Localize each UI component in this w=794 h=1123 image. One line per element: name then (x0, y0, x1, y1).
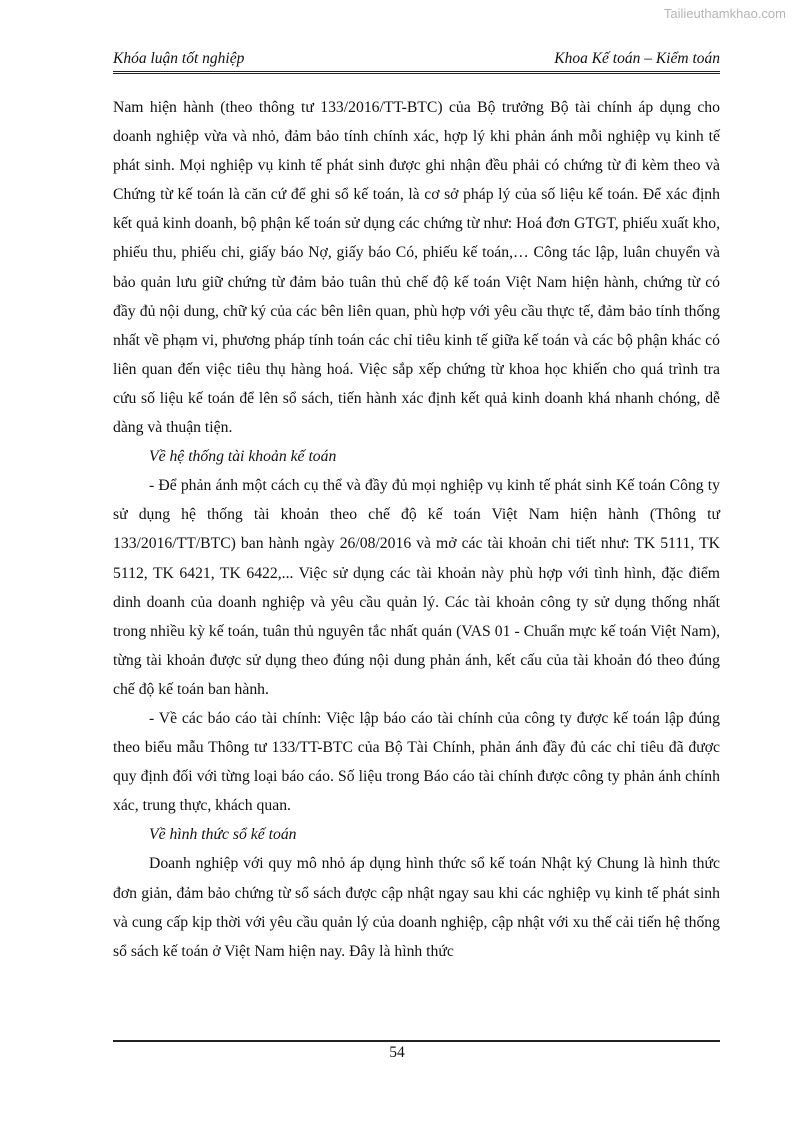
page-body (113, 93, 720, 966)
header-right-title: Khoa Kế toán – Kiểm toán (554, 50, 720, 67)
page-header (113, 50, 720, 74)
paragraph-hinh-thuc-so: Doanh nghiệp với quy mô nhỏ áp dụng hình thức sổ kế toán Nhật ký Chung là hình thức đơn giản, đảm bảo chứng từ sổ sách được cập nhật ngay sau khi các nghiệp vụ kinh tế phát sinh và cung cấp kịp thời với yêu cầu quản lý của doanh nghiệp, cập nhật với xu thế cải tiến hệ thống sổ sách kế toán ở Việt Nam hiện nay. Đây là hình thức (113, 855, 720, 960)
page-number: 54 (389, 1044, 405, 1061)
paragraph-chung-tu: Nam hiện hành (theo thông tư 133/2016/TT-BTC) của Bộ trưởng Bộ tài chính áp dụng cho doanh nghiệp vừa và nhỏ, đảm bảo tính chính xác, hợp lý khi phản ánh mỗi nghiệp vụ kinh tế phát sinh. Mọi nghiệp vụ kinh tế phát sinh được ghi nhận đều phải có chứng từ đi kèm theo và Chứng từ kế toán là căn cứ để ghi sổ kế toán, là cơ sở pháp lý của số liệu kế toán. Để xác định kết quả kinh doanh, bộ phận kế toán sử dụng các chứng từ như: Hoá đơn GTGT, phiếu xuất kho, phiếu thu, phiếu chi, giấy báo Nợ, giấy báo Có, phiếu kế toán,… Công tác lập, luân chuyển và bảo quản lưu giữ chứng từ đảm bảo tuân thủ chế độ kế toán Việt Nam hiện hành, chứng từ có đầy đủ nội dung, chữ ký của các bên liên quan, phù hợp với yêu cầu thực tế, đảm bảo tính thống nhất về phạm vi, phương pháp tính toán các chỉ tiêu kinh tế giữa kế toán và các bộ phận khác có liên quan đến việc tiêu thụ hàng hoá. Việc sắp xếp chứng từ khoa học khiến cho quá trình tra cứu số liệu kế toán để lên sổ sách, tiến hành xác định kết quả kinh doanh khá nhanh chóng, dễ dàng và thuận tiện. (113, 99, 720, 437)
header-left-title: Khóa luận tốt nghiệp (113, 50, 245, 67)
watermark-text: Tailieuthamkhao.com (663, 6, 786, 21)
footer-divider (113, 1040, 720, 1042)
paragraph-bao-cao: - Về các báo cáo tài chính: Việc lập báo cáo tài chính của công ty được kế toán lập đúng theo biểu mẫu Thông tư 133/TT-BTC của Bộ Tài Chính, phản ánh đầy đủ các chỉ tiêu đã được quy định đối với từng loại báo cáo. Số liệu trong Báo cáo tài chính được công ty phản ánh chính xác, trung thực, khách quan. (113, 709, 720, 815)
paragraph-tai-khoan: - Để phản ánh một cách cụ thể và đầy đủ mọi nghiệp vụ kinh tế phát sinh Kế toán Công ty sử dụng hệ thống tài khoản theo chế độ kế toán Việt Nam hiện hành (Thông tư 133/2016/TT/BTC) ban hành ngày 26/08/2016 và mở các tài khoản chi tiết như: TK 5111, TK 5112, TK 6421, TK 6422,... Việc sử dụng các tài khoản này phù hợp với tình hình, đặc điểm dinh doanh của doanh nghiệp và yêu cầu quản lý. Các tài khoản công ty sử dụng thống nhất trong nhiều kỳ kế toán, tuân thủ nguyên tắc nhất quán (VAS 01 - Chuẩn mực kế toán Việt Nam), từng tài khoản được sử dụng theo đúng nội dung phản ánh, kết cấu của tài khoản đó theo đúng chế độ kế toán ban hành. (113, 477, 720, 698)
subheading-hinh-thuc-so: Về hình thức sổ kế toán (149, 826, 297, 844)
subheading-tai-khoan: Về hệ thống tài khoản kế toán (149, 448, 337, 466)
